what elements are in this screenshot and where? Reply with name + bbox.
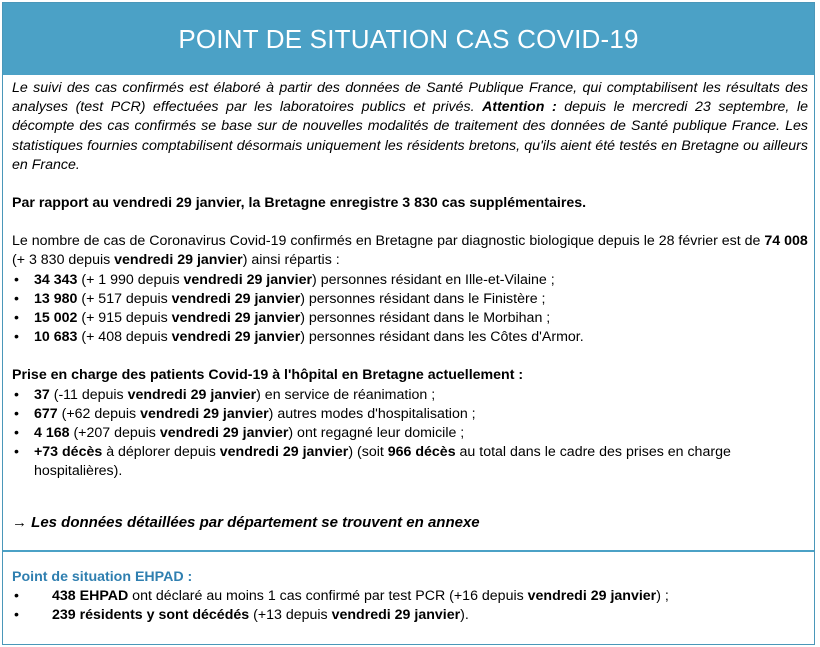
case-date: vendredi 29 janvier — [171, 310, 301, 327]
hosp-delta: (-11 depuis — [49, 386, 128, 403]
hosp-date: vendredi 29 janvier — [127, 386, 257, 403]
case-delta: (+ 915 depuis — [77, 310, 172, 327]
annex-note: → Les données détaillées par département se trouvent en annexe — [12, 513, 480, 531]
deaths-total: 966 décès — [387, 444, 456, 461]
hosp-delta: (+207 depuis — [69, 425, 160, 442]
ehpad-date: vendredi 29 janvier — [331, 607, 461, 624]
hosp-value: 4 168 — [34, 425, 70, 442]
list-item — [12, 424, 808, 443]
headline-text: Par rapport au vendredi 29 janvier, la Bretagne enregistre 3 830 cas supplémentaires. — [12, 195, 587, 212]
case-value: 10 683 — [34, 329, 78, 346]
deaths-text-c: au total dans le cadre des prises en charge hospitalières). — [34, 444, 731, 480]
case-rest: ) personnes résidant dans le Morbihan ; — [300, 310, 551, 327]
main-content — [12, 79, 808, 532]
list-item — [12, 587, 802, 606]
hosp-delta: (+62 depuis — [57, 405, 141, 422]
hospital-title-text: Prise en charge des patients Covid-19 à l'hôpital en Bretagne actuellement : — [12, 367, 524, 384]
cases-paragraph — [12, 232, 808, 270]
intro-paragraph — [12, 79, 808, 175]
intro-text-2: depuis le mercredi 23 septembre, le décompte des cas confirmés se base sur de nouvelles modalités de traitement des données de Santé publique France. Les statistiques fournies comptabilisent désormais uniquement les résidents bretons, qu'ils aient été testés en Bretagne ou ailleurs en France. — [12, 99, 808, 173]
deaths-text-b: ) (soit — [348, 444, 388, 461]
list-item — [12, 271, 808, 290]
hospital-list — [12, 386, 808, 482]
case-date: vendredi 29 janvier — [171, 329, 301, 346]
ehpad-rest: ) ; — [656, 588, 669, 605]
case-delta: (+ 1 990 depuis — [77, 271, 184, 288]
case-date: vendredi 29 janvier — [171, 290, 301, 307]
ehpad-text: (+13 depuis — [249, 607, 332, 624]
hosp-rest: ) autres modes d'hospitalisation ; — [268, 405, 476, 422]
ehpad-count: 438 EHPAD — [52, 588, 129, 605]
hospital-title — [12, 366, 808, 385]
case-delta: (+ 517 depuis — [77, 290, 172, 307]
cases-text-c: ) ainsi répartis : — [242, 252, 340, 269]
case-delta: (+ 408 depuis — [77, 329, 172, 346]
case-value: 34 343 — [34, 271, 78, 288]
list-item — [12, 290, 808, 309]
list-item — [12, 443, 808, 481]
cases-text-a: Le nombre de cas de Coronavirus Covid-19 confirmés en Bretagne par diagnostic biologique depuis le 28 février est de — [12, 233, 765, 250]
ehpad-date: vendredi 29 janvier — [527, 588, 657, 605]
hosp-date: vendredi 29 janvier — [159, 425, 289, 442]
page-title: POINT DE SITUATION CAS COVID-19 — [3, 3, 814, 75]
cases-text-b: (+ 3 830 depuis — [12, 252, 115, 269]
ehpad-title: Point de situation EHPAD : — [12, 569, 193, 585]
document-frame — [2, 2, 815, 645]
cases-total: 74 008 — [764, 233, 808, 250]
case-value: 15 002 — [34, 310, 78, 327]
list-item — [12, 309, 808, 328]
case-date: vendredi 29 janvier — [183, 271, 313, 288]
list-item — [12, 328, 808, 347]
ehpad-deaths: 239 résidents y sont décédés — [52, 607, 250, 624]
list-item — [12, 386, 808, 405]
hosp-rest: ) ont regagné leur domicile ; — [288, 425, 465, 442]
case-rest: ) personnes résidant dans le Finistère ; — [300, 290, 546, 307]
headline — [12, 194, 808, 213]
cases-list — [12, 271, 808, 348]
case-rest: ) personnes résidant dans les Côtes d'Armor. — [300, 329, 584, 346]
ehpad-section — [12, 568, 802, 626]
ehpad-rest: ). — [460, 607, 469, 624]
hosp-value: 677 — [34, 405, 58, 422]
list-item — [12, 405, 808, 424]
intro-text-1: Le suivi des cas confirmés est élaboré à partir des données de Santé Publique France, qui comptabilisent les résultats des analyses (test PCR) effectuées par les laboratoires publics et privés. — [12, 80, 808, 116]
hosp-date: vendredi 29 janvier — [140, 405, 269, 422]
hosp-rest: ) en service de réanimation ; — [256, 386, 436, 403]
hosp-value: 37 — [34, 386, 50, 403]
list-item — [12, 606, 802, 625]
ehpad-list — [12, 587, 802, 625]
attention-label: Attention : — [482, 99, 557, 116]
deaths-value: +73 décès — [34, 444, 103, 461]
cases-date: vendredi 29 janvier — [114, 252, 243, 269]
ehpad-text: ont déclaré au moins 1 cas confirmé par test PCR (+16 depuis — [128, 588, 528, 605]
deaths-text-a: à déplorer depuis — [102, 444, 220, 461]
case-value: 13 980 — [34, 290, 78, 307]
section-divider — [3, 550, 814, 552]
deaths-date: vendredi 29 janvier — [219, 444, 349, 461]
case-rest: ) personnes résidant en Ille-et-Vilaine ; — [312, 271, 555, 288]
